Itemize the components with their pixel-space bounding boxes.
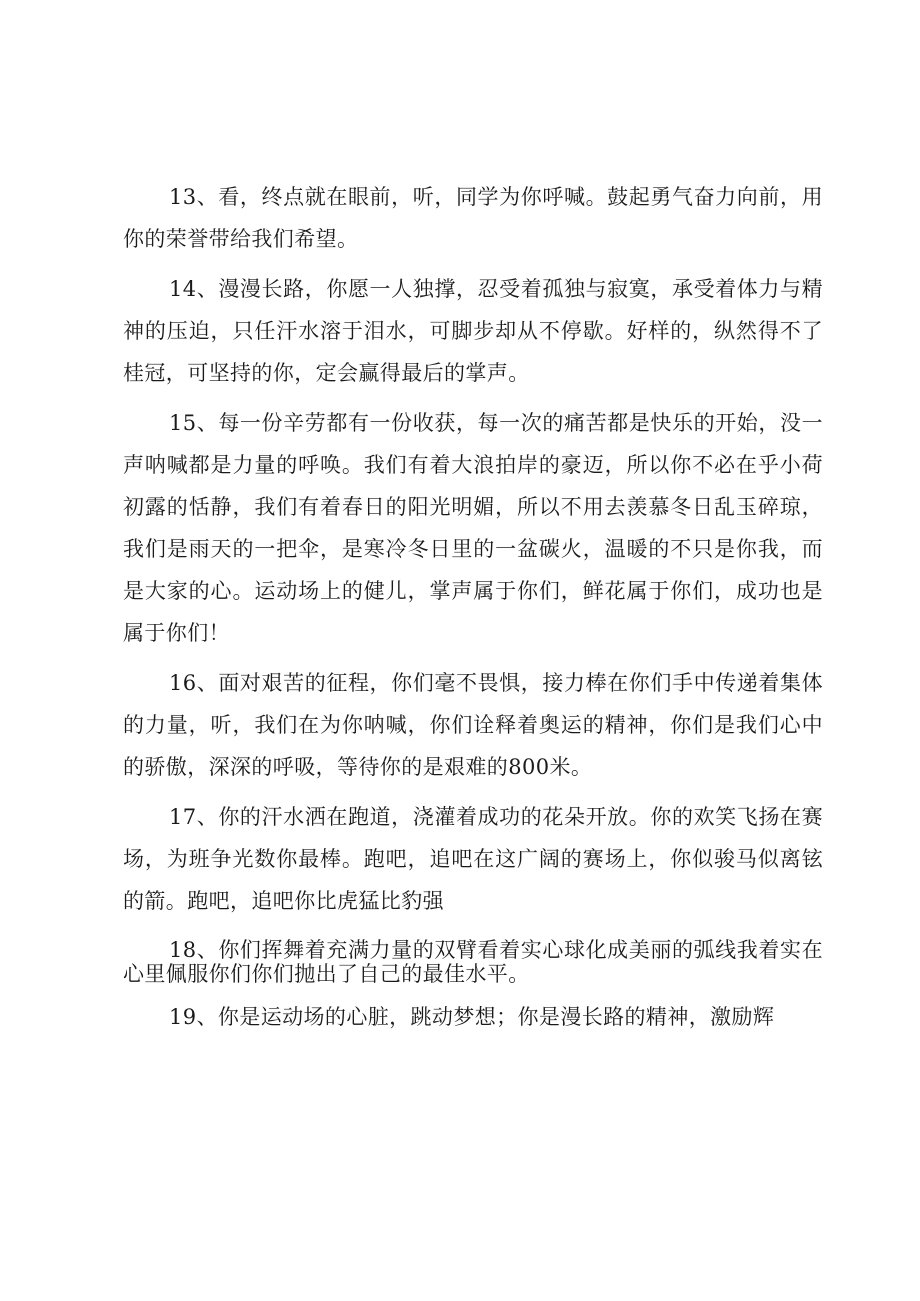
paragraph-13: 13、看，终点就在眼前，听，同学为你呼喊。鼓起勇气奋力向前，用你的荣誉带给我们希望。 xyxy=(123,185,823,251)
paragraph-14: 14、漫漫长路，你愿一人独撑，忍受着孤独与寂寞，承受着体力与精神的压迫，只任汗水溶于泪水，可脚步却从不停歇。好样的，纵然得不了桂冠，可坚持的你，定会赢得最后的掌声。 xyxy=(123,277,823,385)
paragraph-17: 17、你的汗水洒在跑道，浇灌着成功的花朵开放。你的欢笑飞扬在赛场，为班争光数你最棒。跑吧，追吧在这广阔的赛场上，你似骏马似离铉的箭。跑吧，追吧你比虎猛比豹强 xyxy=(123,805,823,913)
document-body xyxy=(123,176,823,1038)
paragraph-18: 18、你们挥舞着充满力量的双臂看着实心球化成美丽的弧线我着实在心里佩服你们你们抛出了自己的最佳水平。 xyxy=(123,938,823,986)
paragraph-15: 15、每一份辛劳都有一份收获，每一次的痛苦都是快乐的开始，没一声呐喊都是力量的呼唤。我们有着大浪拍岸的豪迈，所以你不必在乎小荷初露的恬静，我们有着春日的阳光明媚，所以不用去羡慕冬日乱玉碎琼，我们是雨天的一把伞，是寒冷冬日里的一盆碳火，温暖的不只是你我，而是大家的心。运动场上的健儿，掌声属于你们，鲜花属于你们，成功也是属于你们！ xyxy=(123,411,823,645)
paragraph-19: 19、你是运动场的心脏，跳动梦想；你是漫长路的精神，激励辉 xyxy=(169,1005,775,1029)
paragraph-16: 16、面对艰苦的征程，你们毫不畏惧，接力棒在你们手中传递着集体的力量，听，我们在为你呐喊，你们诠释着奥运的精神，你们是我们心中的骄傲，深深的呼吸，等待你的是艰难的800米。 xyxy=(123,671,823,779)
